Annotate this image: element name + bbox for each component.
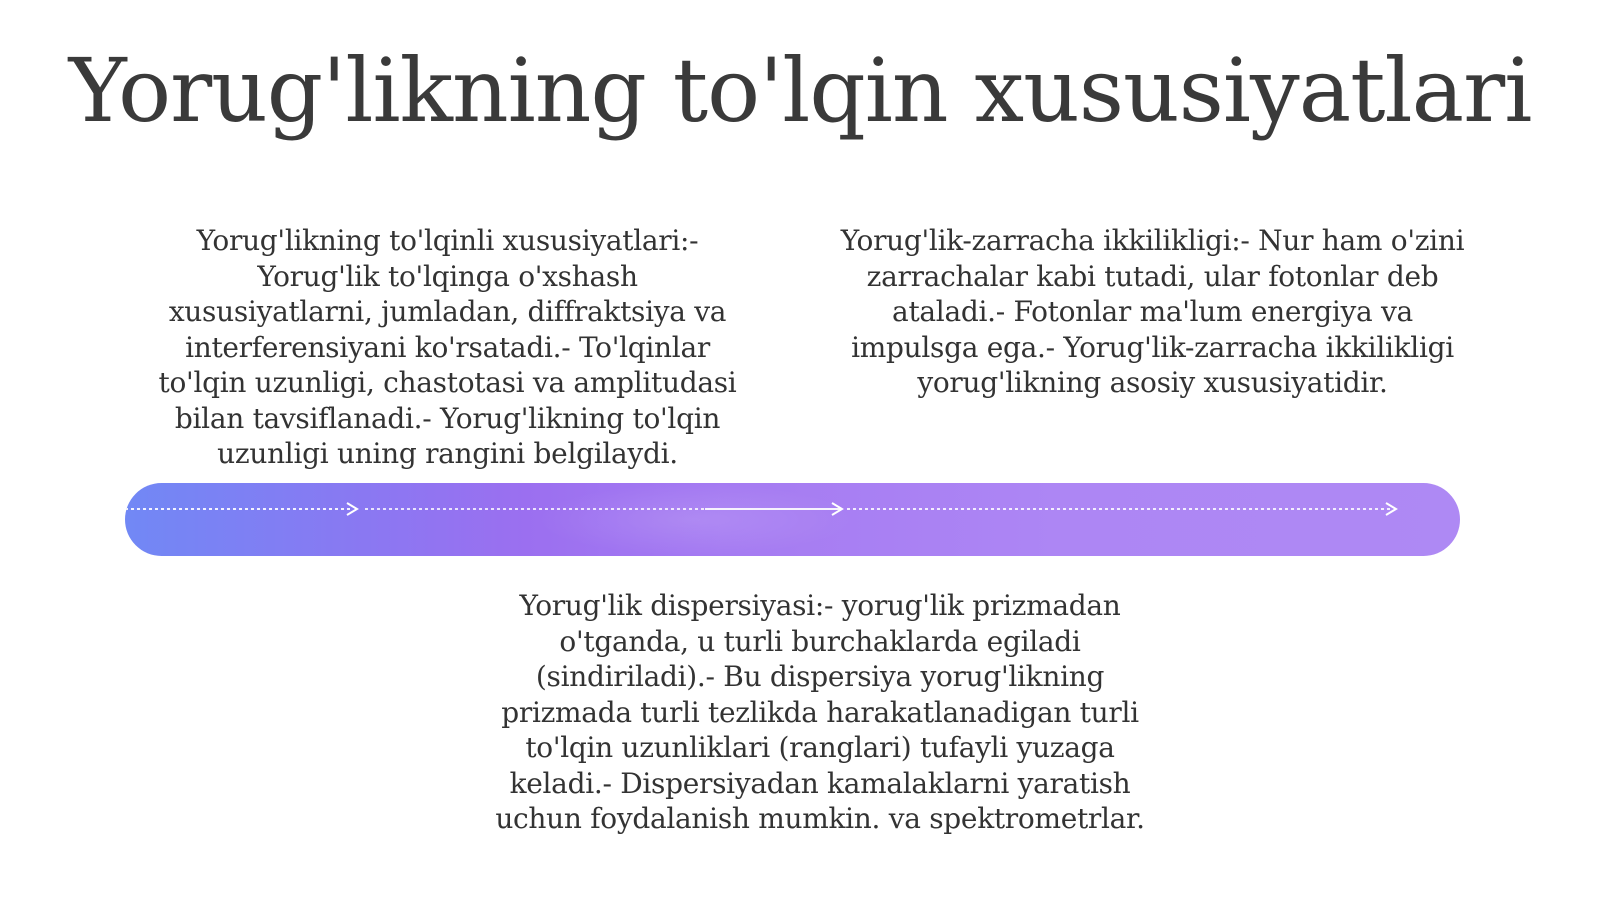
slide-title: Yorug'likning to'lqin xususiyatlari <box>68 39 1532 142</box>
timeline-bar <box>125 483 1460 556</box>
text-block-wave-properties: Yorug'likning to'lqinli xususiyatlari:- Yorug'lik to'lqinga o'xshash xususiyatlarni, jumladan, diffraktsiya va interferensiyani ko'rsatadi.- To'lqinlar to'lqin uzunligi, chastotasi va amplitudasi bilan tavsiflanadi.- Yorug'likning to'lqin uzunligi uning rangini belgilaydi. <box>158 224 737 470</box>
text-block-light-dispersion: Yorug'lik dispersiyasi:- yorug'lik prizmadan o'tganda, u turli burchaklarda egiladi (sindiriladi).- Bu dispersiya yorug'likning prizmada turli tezlikda harakatlanadigan turli to'lqin uzunliklari (ranglari) tufayli yuzaga keladi.- Dispersiyadan kamalaklarni yaratish uchun foydalanish mumkin. va spektrometrlar. <box>495 589 1145 835</box>
timeline-arrows <box>125 483 1460 556</box>
text-block-wave-particle-duality: Yorug'lik-zarracha ikkilikligi:- Nur ham o'zini zarrachalar kabi tutadi, ular fotonlar deb ataladi.- Fotonlar ma'lum energiya va impulsga ega.- Yorug'lik-zarracha ikkilikligi yorug'likning asosiy xususiyatidir. <box>840 224 1465 399</box>
